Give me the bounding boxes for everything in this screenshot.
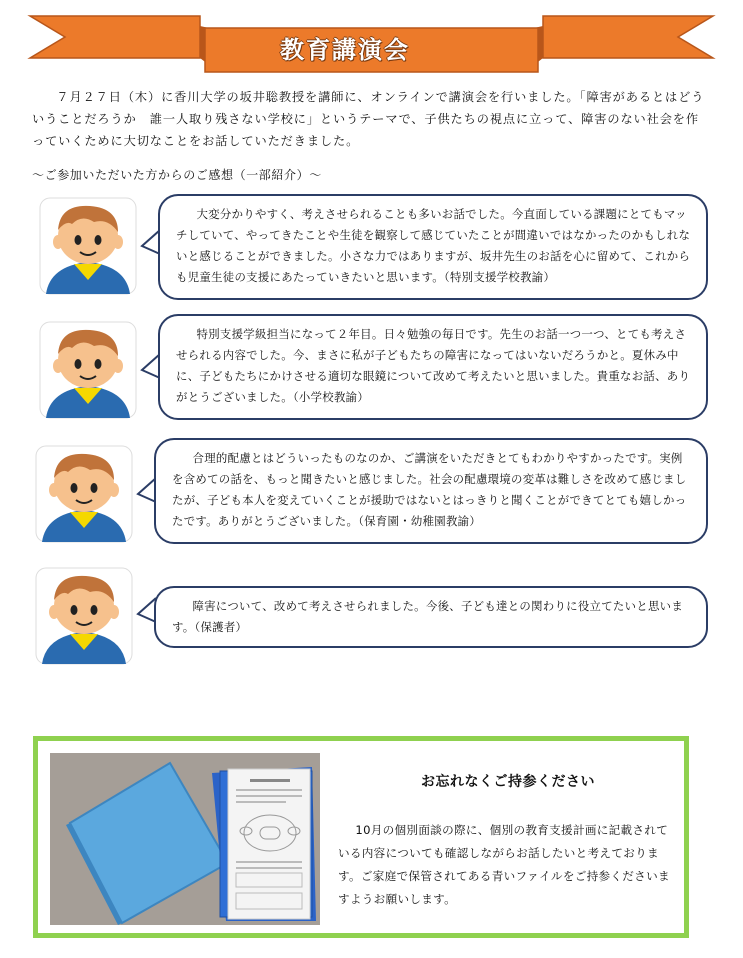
testimonial-bubble [158, 194, 708, 300]
blue-file-folder-photo [50, 753, 320, 925]
testimonial-text: 大変分かりやすく、考えさせられることも多いお話でした。今直面している課題にとてもマッチしていて、やってきたことや生徒を観察して感じていたことが間違いではなかったのかもしれないと感じることができました。小さな力ではありますが、坂井先生のお話を心に留めて、これからも児童生徒の支援にあたっていきたいと思います。（特別支援学校教諭） [176, 207, 691, 284]
testimonial-bubble [154, 586, 708, 648]
feedback-subheading: ～ご参加いただいた方からのご感想（一部紹介）～ [32, 168, 322, 182]
child-avatar-icon [34, 444, 134, 544]
reminder-text: 10月の個別面談の際に、個別の教育支援計画に記載されている内容についても確認しながらお話したいと考えております。ご家庭で保管されてある青いファイルをご持参くださいますようお願いします。 [338, 823, 670, 906]
testimonial-bubble [154, 438, 708, 544]
testimonial-text: 合理的配慮とはどういったものなのか、ご講演をいただきとてもわかりやすかったです。実例を含めての話を、もっと聞きたいと感じました。社会の配慮環境の変革は難しさを改めて感じましたが、子ども本人を変えていくことが援助ではないとはっきりと聞くことができてとても嬉しかったです。ありがとうございました。（保育園・幼稚園教諭） [172, 451, 687, 528]
page-title: 教育講演会 [280, 36, 410, 64]
child-avatar-icon [38, 320, 138, 420]
title-banner [0, 0, 743, 80]
reminder-title: お忘れなくご持参ください [421, 774, 595, 790]
intro-paragraph: ７月２７日（木）に香川大学の坂井聡教授を講師に、オンラインで講演会を行いました。「障害があるとはどういうことだろうか 誰一人取り残さない学校に」というテーマで、子供たちの視点に立って、障害のない社会を作っていくために大切なことをお話していただきました。 [32, 90, 705, 148]
testimonial-text: 特別支援学級担当になって２年目。日々勉強の毎日です。先生のお話一つ一つ、とても考えさせられる内容でした。今、まさに私が子どもたちの障害になってはいないだろうかと。夏休み中に、子どもたちにかけさせる適切な眼鏡について改めて考えたいと思いました。貴重なお話、ありがとうございました。（小学校教諭） [176, 327, 691, 404]
child-avatar-icon [38, 196, 138, 296]
child-avatar-icon [34, 566, 134, 666]
testimonial-bubble [158, 314, 708, 420]
reminder-box [33, 736, 689, 938]
testimonial-text: 障害について、改めて考えさせられました。今後、子ども達との関わりに役立てたいと思います。（保護者） [172, 599, 684, 634]
